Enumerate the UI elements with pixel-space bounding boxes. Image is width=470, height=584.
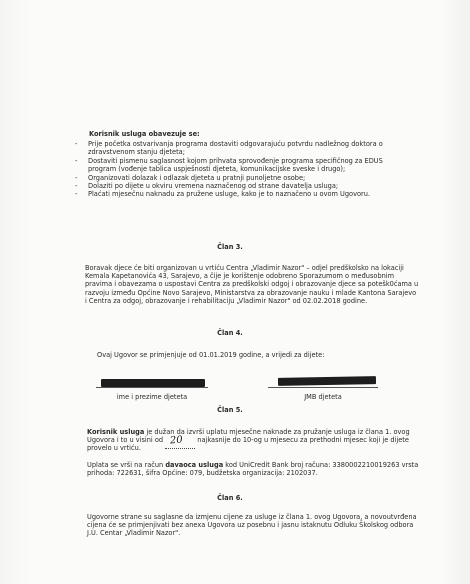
paragraph-line: provelo u vrtiću. (87, 444, 141, 453)
paragraph-text: najkasnije do 10-og u mjesecu za prethodni mjesec koji je dijete (195, 436, 409, 445)
payment-paragraph (87, 461, 417, 477)
paragraph-line: Kemala Kapetanovića 43, Sarajevo, a čije je korištenje odobreno Sporazumom o međusobnim (85, 272, 395, 281)
list-item: - Dolaziti po dijete u okviru vremena naznačenog od strane davatelja usluga; (72, 182, 383, 190)
paragraph-line: pravima i obavezama o uspostavi Centra za predškolski odgoj i obrazovanje djece sa potešk0ćama u (85, 280, 419, 289)
list-item: zdravstvenom stanju djeteta; (88, 148, 185, 157)
signature-line (268, 387, 378, 388)
jmb-caption: JMB djeteta (304, 393, 342, 401)
paragraph-text: kod UniCredit Bank broj računa: 3380002210019263 vrsta (223, 461, 419, 469)
paragraph-line: cijena će se primjenjivati bez anexa Ugovora uz posebnu i jasnu istaknutu Odluku Školskog odbora (87, 521, 414, 530)
article-6-heading: Član 6. (217, 494, 243, 502)
article-5-heading: Član 5. (217, 406, 243, 414)
obligations-list (72, 140, 383, 199)
child-name-caption: ime i prezime djeteta (116, 393, 188, 401)
paragraph-line: J.U. Centar „Vladimir Nazor". (87, 529, 181, 538)
paragraph-line: razvoju između Općine Novo Sarajevo, Ministarstva za obrazovanje nauku i mlade Kantona Sarajevo (85, 288, 417, 297)
paragraph-line (87, 428, 417, 436)
paragraph-text: Uplata se vrši na račun (87, 461, 166, 469)
paragraph-line (87, 461, 417, 469)
list-item: - Prije početka ostvarivanja programa dostaviti odgovarajuću potvrdu nadležnog doktora o (72, 140, 383, 148)
paragraph-line: prihoda: 722631, šifra Općine: 079, budžetska organizacija: 2102037. (87, 469, 318, 478)
article-3-paragraph (85, 264, 419, 305)
obligations-heading: Korisnik usluga obavezuje se: (89, 130, 200, 138)
paragraph-line: Boravak djece će biti organizovan u vrtiću Centra „Vladimir Nazor" – odjel predškolsko na lokaciji (85, 264, 404, 272)
user-label: Korisnik usluga (87, 428, 145, 436)
paragraph-text: Ugovora i to u visini od (87, 436, 166, 445)
redacted-jmb (278, 376, 376, 386)
article-5-paragraph (87, 428, 417, 453)
paragraph-line (87, 434, 417, 447)
article-6-paragraph (87, 513, 417, 538)
redacted-child-name (101, 379, 205, 387)
article-4-heading: Član 4. (217, 329, 243, 337)
article-3-heading: Član 3. (217, 243, 243, 251)
list-item: - Plaćati mjesečnu naknadu za pružene usluge, kako je to naznačeno u ovom Ugovoru. (72, 190, 383, 198)
signature-line (96, 387, 208, 388)
paragraph-text: je dužan da izvrši uplatu mjesečne naknade za pružanje usluga iz člana 1. ovog (144, 428, 410, 436)
paragraph-line: Ugovorne strane su saglasne da izmjenu cijene za usluge iz člana 1. ovog Ugovora, a novoutvrđena (87, 513, 417, 521)
provider-label: davaoca usluga (165, 461, 224, 469)
handwritten-amount: 20 (169, 434, 184, 447)
paragraph-line: i Centra za odgoj, obrazovanje i rehabilitaciju „Vladimir Nazor" od 02.02.2018 godine. (85, 296, 368, 305)
article-4-paragraph: Ovaj Ugovor se primjenjuje od 01.01.2019 godine, a vrijedi za dijete: (97, 351, 325, 359)
list-item: - Organizovati dolazak i odlazak djeteta u pratnji punoljetne osobe; (72, 174, 383, 182)
list-item: program (vođenje tablica uspješnosti djeteta, komunikacijske sveske i drugo); (88, 165, 346, 174)
list-item: - Dostaviti pismenu saglasnost kojom prihvata sprovođenje programa specifičnog za EDUS (72, 157, 383, 165)
